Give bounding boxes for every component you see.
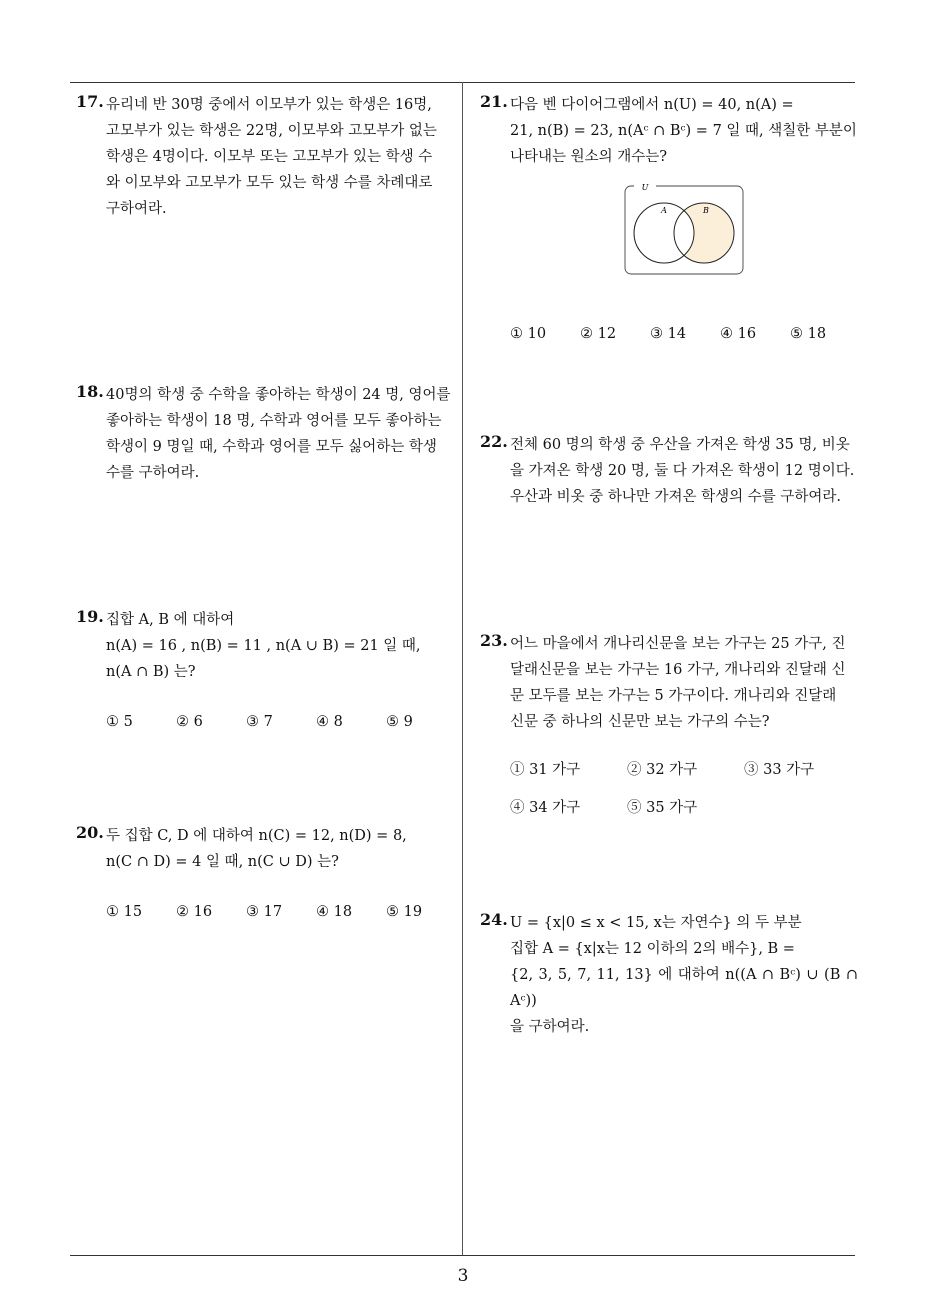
choice-4[interactable]: ④ 8 <box>316 714 343 730</box>
answer-choices <box>106 709 456 735</box>
question-text-line: n(A) = 16 , n(B) = 11 , n(A ∪ B) = 21 일 때, <box>106 638 421 654</box>
question-text-line: 학생은 4명이다. 이모부 또는 고모부가 있는 학생 수 <box>106 149 433 165</box>
question-text-line: 유리네 반 30명 중에서 이모부가 있는 학생은 16명, <box>106 97 432 113</box>
universe-label: U <box>641 183 649 192</box>
choice-3[interactable]: ③ 33 가구 <box>744 762 815 778</box>
choice-1[interactable]: ① 15 <box>106 904 143 920</box>
question-text-line: 우산과 비옷 중 하나만 가져온 학생의 수를 구하여라. <box>510 489 842 505</box>
choice-5[interactable]: ⑤ 35 가구 <box>627 800 698 816</box>
question-number: 24. <box>480 910 508 929</box>
question-text-line: 구하여라. <box>106 201 167 217</box>
question-20 <box>76 823 456 925</box>
question-text-line: 어느 마을에서 개나리신문을 보는 가구는 25 가구, 진 <box>510 636 846 652</box>
answer-choices-row-1 <box>510 757 858 783</box>
choice-3[interactable]: ③ 7 <box>246 714 273 730</box>
page-number: 3 <box>457 1266 469 1286</box>
question-text-line: 신문 중 하나의 신문만 보는 가구의 수는? <box>510 714 770 730</box>
question-text-line: 문 모두를 보는 가구는 5 가구이다. 개나리와 진달래 <box>510 688 837 704</box>
question-number: 21. <box>480 92 508 111</box>
choice-3[interactable]: ③ 14 <box>650 326 687 342</box>
question-22 <box>480 432 858 510</box>
choice-4[interactable]: ④ 16 <box>720 326 757 342</box>
choice-1[interactable]: ① 10 <box>510 326 547 342</box>
question-number: 19. <box>76 607 104 626</box>
question-text-line: 21, n(B) = 23, n(Aᶜ ∩ Bᶜ) = 7 일 때, 색칠한 부분이 <box>510 123 857 139</box>
question-text-line: 다음 벤 다이어그램에서 n(U) = 40, n(A) = <box>510 97 794 113</box>
choice-5[interactable]: ⑤ 9 <box>386 714 413 730</box>
question-text-line: U = {x|0 ≤ x < 15, x는 자연수} 의 두 부분 <box>510 915 802 931</box>
question-text-line: 좋아하는 학생이 18 명, 수학과 영어를 모두 좋아하는 <box>106 413 442 429</box>
bottom-rule <box>70 1255 855 1256</box>
question-23 <box>480 631 858 821</box>
choice-4[interactable]: ④ 34 가구 <box>510 800 581 816</box>
question-text-line: 고모부가 있는 학생은 22명, 이모부와 고모부가 없는 <box>106 123 437 139</box>
question-17 <box>76 92 456 222</box>
question-21-choices <box>480 321 858 347</box>
question-text-line: 집합 A = {x|x는 12 이하의 2의 배수}, B = <box>510 941 795 957</box>
choice-1[interactable]: ① 5 <box>106 714 133 730</box>
question-text-line: n(A ∩ B) 는? <box>106 664 196 680</box>
question-text-line: 을 구하여라. <box>510 1019 590 1035</box>
question-text-line: 달래신문을 보는 가구는 16 가구, 개나리와 진달래 신 <box>510 662 846 678</box>
answer-choices-row-2 <box>510 795 858 821</box>
choice-2[interactable]: ② 16 <box>176 904 213 920</box>
question-21 <box>480 92 858 170</box>
set-a-label: A <box>661 206 667 215</box>
choice-5[interactable]: ⑤ 18 <box>790 326 827 342</box>
question-text-line: 집합 A, B 에 대하여 <box>106 612 235 628</box>
question-text-line: 수를 구하여라. <box>106 465 200 481</box>
choice-1[interactable]: ① 31 가구 <box>510 762 581 778</box>
answer-choices <box>510 321 858 347</box>
answer-choices <box>106 899 456 925</box>
choice-2[interactable]: ② 12 <box>580 326 617 342</box>
question-text-line: n(C ∩ D) = 4 일 때, n(C ∪ D) 는? <box>106 854 339 870</box>
question-text-line: 나타내는 원소의 개수는? <box>510 149 668 165</box>
choice-5[interactable]: ⑤ 19 <box>386 904 423 920</box>
question-text-line: {2, 3, 5, 7, 11, 13} 에 대하여 n((A ∩ Bᶜ) ∪ (B ∩ Aᶜ)) <box>510 967 858 1009</box>
choice-2[interactable]: ② 32 가구 <box>627 762 698 778</box>
question-text-line: 40명의 학생 중 수학을 좋아하는 학생이 24 명, 영어를 <box>106 387 451 403</box>
question-text-line: 두 집합 C, D 에 대하여 n(C) = 12, n(D) = 8, <box>106 828 407 844</box>
venn-diagram <box>624 183 746 277</box>
question-text-line: 을 가져온 학생 20 명, 둘 다 가져온 학생이 12 명이다. <box>510 463 855 479</box>
question-number: 20. <box>76 823 104 842</box>
question-24 <box>480 910 858 1040</box>
question-text-line: 전체 60 명의 학생 중 우산을 가져온 학생 35 명, 비옷 <box>510 437 850 453</box>
choice-2[interactable]: ② 6 <box>176 714 203 730</box>
question-number: 23. <box>480 631 508 650</box>
column-divider <box>462 82 463 1256</box>
choice-3[interactable]: ③ 17 <box>246 904 283 920</box>
choice-4[interactable]: ④ 18 <box>316 904 353 920</box>
question-text-line: 학생이 9 명일 때, 수학과 영어를 모두 싫어하는 학생 <box>106 439 437 455</box>
question-19 <box>76 607 456 735</box>
question-number: 22. <box>480 432 508 451</box>
set-b-label: B <box>703 206 709 215</box>
question-18 <box>76 382 456 486</box>
question-number: 17. <box>76 92 104 111</box>
question-number: 18. <box>76 382 104 401</box>
question-text-line: 와 이모부와 고모부가 모두 있는 학생 수를 차례대로 <box>106 175 433 191</box>
